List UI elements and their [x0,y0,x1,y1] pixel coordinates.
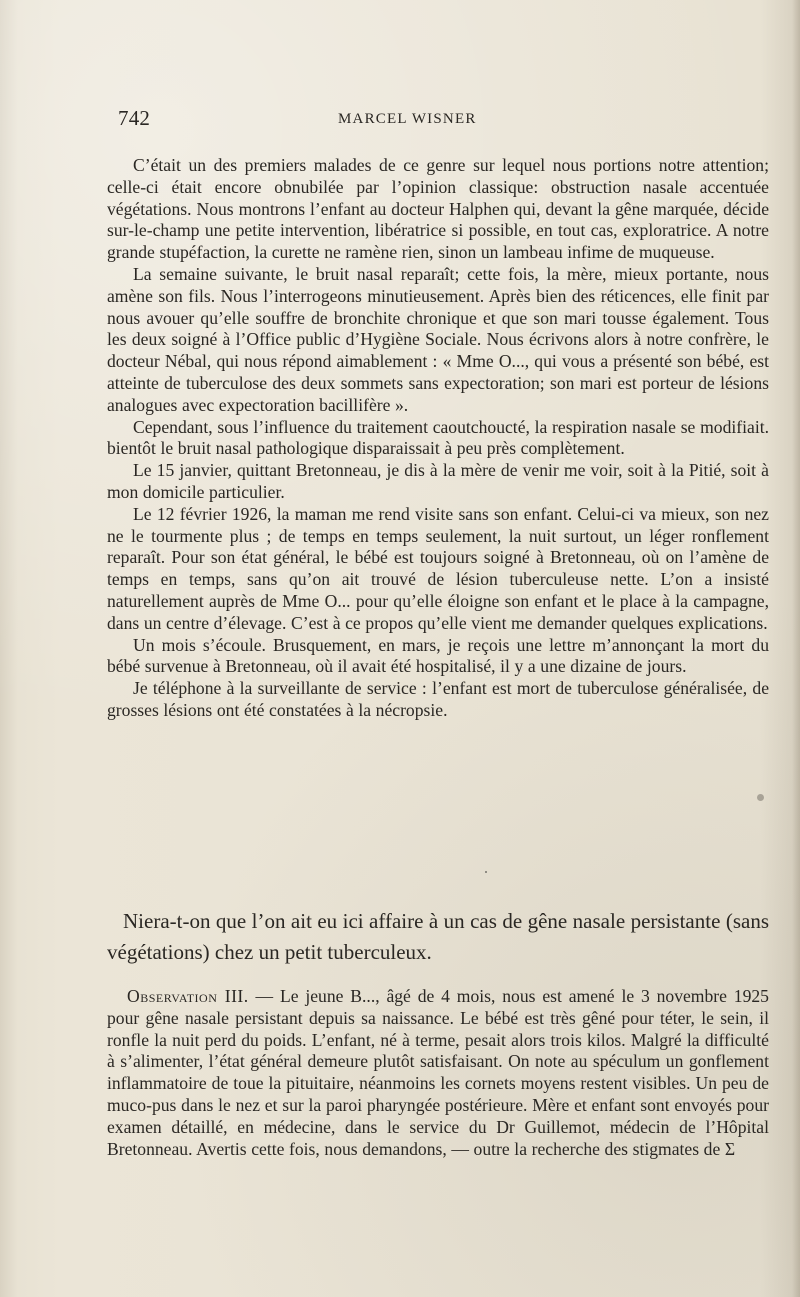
paragraph-1: C’était un des premiers malades de ce genre sur lequel nous portions notre attention; celle-ci était encore obnubilée par l’opinion classique: obstruction nasale accentuée végétations. Nous montrons l’enfant au docteur Halphen qui, devant la gêne marquée, décide sur-le-champ une petite intervention, libératrice si possible, en tout cas, exploratrice. A notre grande stupéfaction, la curette ne ramène rien, sinon un lambeau infime de muqueuse. [107,155,769,263]
paragraph-4: Le 15 janvier, quittant Bretonneau, je dis à la mère de venir me voir, soit à la Pitié, soit à mon domicile particulier. [107,460,769,502]
body-text [107,155,769,722]
paragraph-2: La semaine suivante, le bruit nasal reparaît; cette fois, la mère, mieux portante, nous amène son fils. Nous l’interrogeons minutieusement. Après bien des réticences, elle finit par nous avouer qu’elle souffre de bronchite chronique et que son mari tousse également. Tous les deux soigné à l’Office public d’Hygiène Sociale. Nous écrivons alors à notre confrère, le docteur Nébal, qui nous répond aimablement : « Mme O..., qui vous a présenté son bébé, est atteinte de tuberculose des deux sommets sans expectoration; son mari est porteur de lésions analogues avec expectoration bacillifère ». [107,263,769,415]
paragraph-7: Je téléphone à la surveillante de service : l’enfant est mort de tuberculose généralisée, de grosses lésions ont été constatées à la nécropsie. [107,678,769,720]
observation-paragraph [107,986,769,1160]
paragraph-5: Le 12 février 1926, la maman me rend visite sans son enfant. Celui-ci va mieux, son nez ne le tourmente plus ; de temps en temps seulement, la nuit surtout, un léger ronflement reparaît. Pour son état général, le bébé est toujours soigné à Bretonneau, où on l’amène de temps en temps, sans qu’on ait trouvé de lésion tuberculeuse nette. L’on a insisté naturellement auprès de Mme O... pour qu’elle éloigne son enfant et le place à la campagne, dans un centre d’élevage. C’est à ce propos qu’elle vient me demander quelques explications. [107,503,769,633]
paragraph-6: Un mois s’écoule. Brusquement, en mars, je reçois une lettre m’annonçant la mort du bébé survenue à Bretonneau, où il avait été hospitalisé, il y a une dizaine de jours. [107,634,769,677]
margin-mark [757,794,764,801]
paragraph-3: Cependant, sous l’influence du traitement caoutchoucté, la respiration nasale se modifiait. bientôt le bruit nasal pathologique disparaissait à peu près complètement. [107,416,769,459]
section-heading: Niera-t-on que l’on ait eu ici affaire à un cas de gêne nasale persistante (sans végétations) chez un petit tuberculeux. [107,909,769,964]
observation-label: Observation III. [127,986,249,1006]
page-header [118,104,686,134]
observation-text: — Le jeune B..., âgé de 4 mois, nous est amené le 3 novembre 1925 pour gêne nasale persistant depuis sa naissance. Le bébé est très gêné pour téter, le sein, il ronfle la nuit perd du poids. L’enfant, né à terme, pesait alors trois kilos. Malgré la difficulté à s’alimenter, l’état général demeure plutôt satisfaisant. On note au spéculum un gonflement inflammatoire de toue la pituitaire, néanmoins les cornets moyens restent visibles. Un peu de muco-pus dans le nez et sur la paroi pharyngée postérieure. Mère et enfant sont envoyés pour examen détaillé, en médecine, dans le service du Dr Guillemot, médecin de l’Hôpital Bretonneau. Avertis cette fois, nous demandons, — outre la recherche des stigmates de Σ [107,986,769,1159]
running-head: MARCEL WISNER [338,111,477,127]
page-number: 742 [118,106,151,130]
ink-speck [485,871,487,873]
observation-block [107,986,769,1160]
